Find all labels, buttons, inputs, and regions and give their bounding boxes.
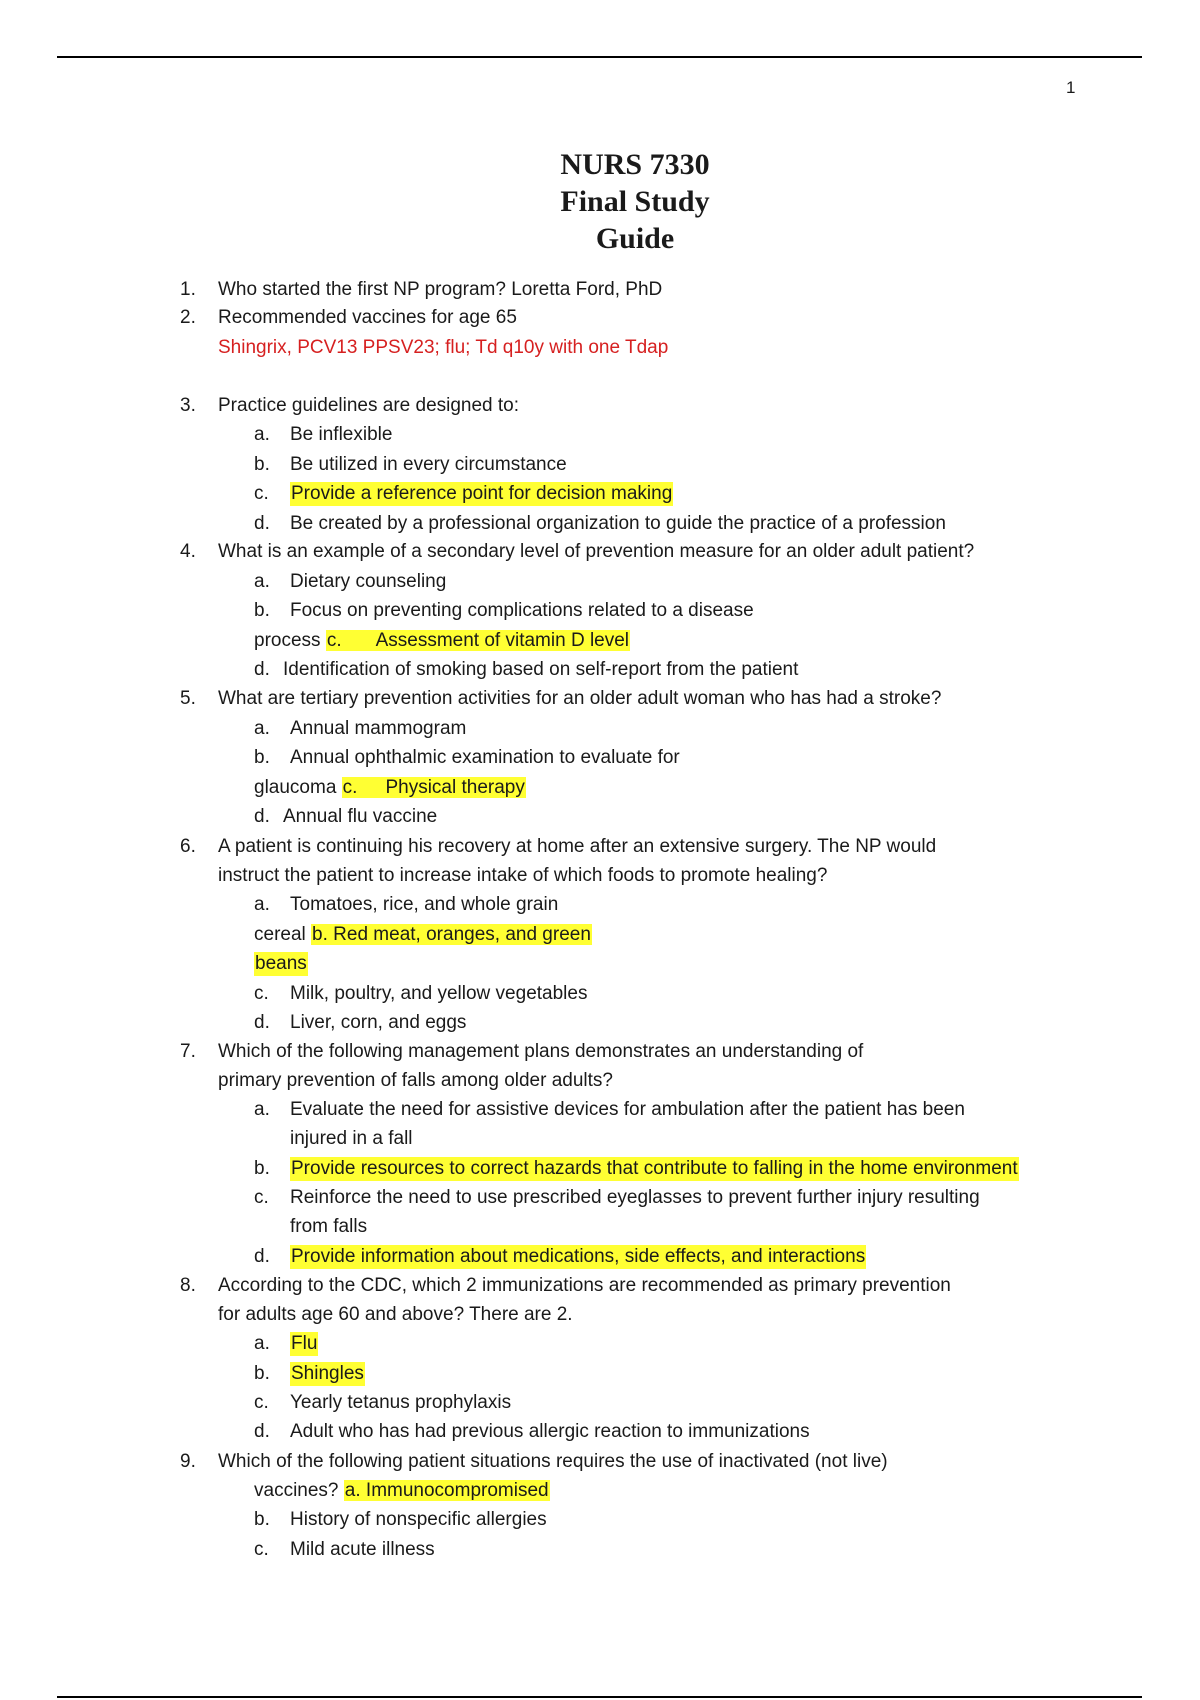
wrapped-text — [254, 1479, 550, 1503]
option-letter: a. — [254, 1099, 270, 1120]
highlighted-answer — [326, 630, 630, 651]
option-text: Red meat, oranges, and green — [333, 924, 591, 945]
option-text: Mild acute illness — [290, 1539, 435, 1560]
question-text: Which of the following patient situations requires the use of inactivated (not live) — [218, 1451, 888, 1472]
question-text: instruct the patient to increase intake of which foods to promote healing? — [218, 865, 828, 886]
option-text: Annual mammogram — [290, 718, 467, 739]
option-letter: b. — [254, 1363, 270, 1384]
highlighted-answer: Shingles — [291, 1363, 364, 1384]
question-number: 3. — [180, 395, 196, 416]
page-number: 1 — [1066, 78, 1076, 97]
wrapped-text — [254, 629, 630, 653]
option-text: Adult who has had previous allergic reaction to immunizations — [290, 1421, 810, 1442]
option-letter: d. — [254, 513, 270, 534]
answer-note-text: Shingrix, PCV13 PPSV23; flu; Td q10y with one Tdap — [218, 337, 669, 358]
option-letter: a. — [254, 424, 270, 445]
option-text: Be inflexible — [290, 424, 393, 445]
option-letter: a. — [254, 718, 270, 739]
option-letter: a. — [254, 894, 270, 915]
option-text: Be created by a professional organization to guide the practice of a profession — [290, 513, 946, 534]
question-number: 7. — [180, 1041, 196, 1062]
option-letter: b. — [254, 747, 270, 768]
option-letter: d. — [254, 659, 270, 680]
document-title — [0, 146, 1200, 257]
option-text: Annual flu vaccine — [283, 806, 438, 827]
option-text: History of nonspecific allergies — [290, 1509, 547, 1530]
wrapped-text — [254, 923, 592, 947]
option-letter: d. — [254, 1012, 270, 1033]
question-text: Recommended vaccines for age 65 — [218, 307, 517, 328]
highlighted-answer — [342, 777, 526, 798]
question-number: 8. — [180, 1275, 196, 1296]
highlighted-answer: Flu — [291, 1333, 318, 1354]
option-text: Identification of smoking based on self-report from the patient — [283, 659, 799, 680]
question-number: 9. — [180, 1451, 196, 1472]
option-letter: c. — [254, 1539, 269, 1560]
option-letter: c. — [254, 983, 269, 1004]
option-letter: d. — [254, 1421, 270, 1442]
option-letter: d. — [254, 1246, 270, 1267]
question-number: 2. — [180, 307, 196, 328]
option-letter: b. — [254, 1158, 270, 1179]
title-line: Guide — [595, 222, 675, 255]
question-text: What is an example of a secondary level of prevention measure for an older adult patient? — [218, 541, 975, 562]
option-letter: c. — [254, 1187, 269, 1208]
option-text: from falls — [290, 1216, 368, 1237]
question-text: What are tertiary prevention activities for an older adult woman who has had a stroke? — [218, 688, 942, 709]
question-text: A patient is continuing his recovery at home after an extensive surgery. The NP would — [218, 836, 937, 857]
option-text: Evaluate the need for assistive devices for ambulation after the patient has been — [290, 1099, 965, 1120]
question-text: primary prevention of falls among older adults? — [218, 1070, 613, 1091]
wrapped-word: cereal — [254, 924, 306, 945]
option-letter: a. — [254, 571, 270, 592]
question-number: 6. — [180, 836, 196, 857]
option-letter: c. — [342, 777, 358, 798]
highlighted-answer — [311, 924, 592, 945]
option-text: Tomatoes, rice, and whole grain — [290, 894, 559, 915]
option-letter: a. — [254, 1333, 270, 1354]
highlighted-answer: Provide resources to correct hazards that contribute to falling in the home environment — [291, 1158, 1018, 1179]
option-letter: c. — [254, 483, 269, 504]
header-rule — [57, 56, 1142, 58]
option-letter: b. — [254, 1509, 270, 1530]
question-text: for adults age 60 and above? There are 2. — [218, 1304, 573, 1325]
question-text: Practice guidelines are designed to: — [218, 395, 520, 416]
question-text: Which of the following management plans demonstrates an understanding of — [218, 1041, 864, 1062]
option-text: Liver, corn, and eggs — [290, 1012, 467, 1033]
question-text: Who started the first NP program? Loretta Ford, PhD — [218, 279, 663, 300]
option-text: Reinforce the need to use prescribed eyeglasses to prevent further injury resulting — [290, 1187, 980, 1208]
option-text: Milk, poultry, and yellow vegetables — [290, 983, 588, 1004]
option-text: injured in a fall — [290, 1128, 413, 1149]
option-letter: a. — [344, 1480, 361, 1501]
question-number: 4. — [180, 541, 196, 562]
highlighted-answer — [344, 1480, 550, 1501]
option-letter: b. — [254, 600, 270, 621]
option-text: Focus on preventing complications related to a disease — [290, 600, 754, 621]
highlighted-answer: beans — [255, 953, 307, 974]
footer-rule — [57, 1696, 1142, 1698]
question-number: 1. — [180, 279, 196, 300]
wrapped-word: glaucoma — [254, 777, 337, 798]
option-text: Annual ophthalmic examination to evaluate for — [290, 747, 680, 768]
option-text: Immunocompromised — [365, 1480, 549, 1501]
title-line: Final Study — [560, 185, 710, 218]
highlighted-answer: Provide information about medications, side effects, and interactions — [291, 1246, 866, 1267]
option-letter: b. — [254, 454, 270, 475]
wrapped-text — [254, 776, 526, 800]
option-text: Dietary counseling — [290, 571, 447, 592]
option-text: Physical therapy — [385, 777, 525, 798]
wrapped-word: vaccines? — [254, 1480, 339, 1501]
title-line: NURS 7330 — [560, 148, 710, 181]
question-number: 5. — [180, 688, 196, 709]
option-letter: d. — [254, 806, 270, 827]
option-letter: c. — [326, 630, 342, 651]
option-letter: b. — [312, 924, 328, 945]
option-text: Yearly tetanus prophylaxis — [290, 1392, 512, 1413]
question-text: According to the CDC, which 2 immunizations are recommended as primary prevention — [218, 1275, 951, 1296]
option-letter: c. — [254, 1392, 269, 1413]
option-text: Be utilized in every circumstance — [290, 454, 567, 475]
option-text: Assessment of vitamin D level — [375, 630, 630, 651]
highlighted-answer: Provide a reference point for decision making — [291, 483, 673, 504]
wrapped-word: process — [254, 630, 321, 651]
